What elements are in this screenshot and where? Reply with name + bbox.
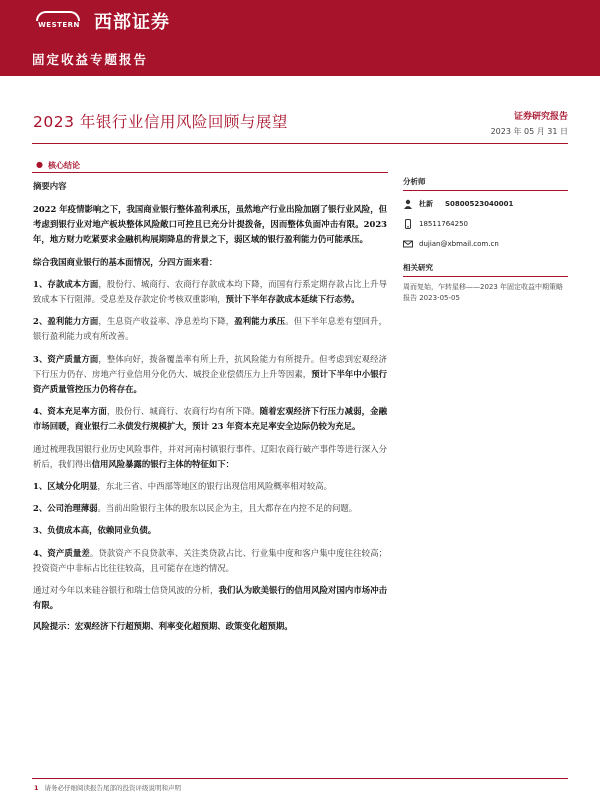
paragraph — [33, 314, 387, 344]
paragraph — [33, 255, 387, 270]
logo-mark — [32, 10, 86, 32]
analyst-phone: 18511764250 — [419, 220, 468, 228]
company-logo — [32, 8, 170, 34]
analyst-heading: 分析师 — [403, 176, 568, 191]
paragraph — [33, 546, 387, 576]
securities-label: 证券研究报告 — [513, 112, 568, 122]
text-run: 2、公司治理薄弱 — [33, 503, 98, 514]
paragraph — [33, 583, 387, 613]
text-run: 盈利能力承压 — [234, 316, 286, 327]
text-run: 1、存款成本方面 — [33, 278, 99, 289]
text-run: ，整体向好，拨备覆盖率有所上升，抗风险能力有所提升。但考虑到宏观经济下行压力仍存、房地产行业信用分化仍大、城投企业偿债压力上升等因素， — [33, 353, 387, 379]
report-header — [0, 0, 600, 76]
logo-en: WESTERN — [38, 21, 80, 29]
analyst-email[interactable]: dujian@xbmail.com.cn — [419, 240, 499, 248]
person-icon — [403, 199, 413, 209]
related-report-link[interactable]: 周而复始，乍转星移——2023 年固定收益中期策略报告 2023-05-05 — [403, 283, 564, 302]
text-run: ，股份行、城商行、农商行均有所下降。 — [106, 406, 260, 417]
text-run: ，生息资产收益率、净息差均下降， — [98, 316, 235, 327]
text-run: 信用风险暴露的银行主体的特征如下： — [91, 458, 234, 469]
text-run: 。贷款资产不良贷款率、关注类贷款占比、行业集中度和客户集中度往往较高；投资资产中非标占比往往较高，且可能存在违约情况。 — [33, 547, 388, 573]
analyst-name-row — [403, 194, 568, 214]
core-label: 核心结论 — [48, 161, 80, 170]
main-content — [33, 180, 387, 632]
sidebar — [403, 176, 568, 304]
divider — [32, 143, 568, 144]
text-run: 我们认为欧美银行的信用风险对国内市场冲击有限。 — [33, 585, 388, 611]
text-run: 随着宏观经济下行压力减弱，金融市场回暖，商业银行二永债发行规模扩大，预计 23 年资本充足率安全边际仍较为充足。 — [33, 406, 388, 432]
text-run: 3、负债成本高，依赖同业负债。 — [33, 525, 157, 536]
report-date: 2023 年 05 月 31 日 — [490, 127, 568, 136]
summary-heading: 摘要内容 — [33, 181, 67, 191]
text-run: 4、资产质量差 — [33, 547, 90, 558]
text-run: 。但下半年息差有望回升，银行盈利能力或有所改善。 — [33, 316, 388, 342]
text-run: 4、资本充足率方面 — [33, 406, 107, 417]
divider — [32, 172, 388, 173]
paragraph — [33, 202, 387, 248]
text-run: 预计下半年中小银行资产质量管控压力仍将存在。 — [33, 368, 388, 395]
analyst-cert: S0800523040001 — [445, 200, 514, 208]
text-run: 。当前出险银行主体的股东以民企为主，且大都存在内控不足的问题。 — [97, 503, 358, 514]
phone-icon — [403, 219, 413, 229]
text-run: 综合我国商业银行的基本面情况，分四方面来看： — [33, 256, 218, 267]
report-title: 2023 年银行业信用风险回顾与展望 — [33, 113, 288, 131]
text-run: 通过梳理我国银行业历史风险事件，并对河南村镇银行事件、辽阳农商行破产事件等进行深入分析后，我们得出 — [33, 443, 387, 469]
text-run: ，东北三省、中西部等地区的银行出现信用风险概率相对较高。 — [97, 481, 332, 492]
risk-warning: 风险提示：宏观经济下行超预期、利率变化超预期、政策变化超预期。 — [33, 621, 293, 632]
report-type: 固定收益专题报告 — [32, 52, 149, 67]
text-run: 2、盈利能力方面 — [33, 316, 99, 327]
text-run: ，股份行、城商行、农商行存款成本均下降，而国有行系定期存款占比上升导致成本下行阻滞。受息差及存款定价考核双重影响， — [33, 278, 387, 305]
text-run: 2022 年疫情影响之下，我国商业银行整体盈利承压，虽然地产行业出险加剧了银行业风险，但考虑到银行业对地产板块整体风险敞口可控且已充分计提拨备，因而整体负面冲击有限。2023 年，地方财力吃紧要求金融机构展期降息的背景之下，弱区域的银行盈利能力仍可能承压。 — [33, 204, 387, 245]
text-run: 预计下半年存款成本延续下行态势。 — [225, 294, 360, 305]
text-run: 3、资产质量方面 — [33, 353, 99, 364]
paragraph — [33, 501, 387, 516]
disclaimer: 请务必仔细阅读报告尾部的投资评级说明和声明 — [44, 784, 182, 792]
paragraph — [33, 479, 387, 494]
related-heading: 相关研究 — [403, 262, 568, 277]
page-number: 1 — [34, 784, 39, 792]
paragraph — [33, 277, 387, 307]
paragraph — [33, 352, 387, 398]
bullet-icon: ● — [36, 160, 43, 169]
footer-divider — [32, 778, 568, 779]
paragraph — [33, 523, 387, 538]
paragraph — [33, 442, 387, 472]
text-run: 通过对今年以来硅谷银行和瑞士信贷风波的分析， — [33, 585, 219, 596]
text-run: 1、区域分化明显 — [33, 481, 98, 492]
analyst-email-row[interactable] — [403, 234, 568, 254]
mail-icon — [403, 239, 413, 249]
paragraph-list — [33, 202, 387, 613]
analyst-phone-row — [403, 214, 568, 234]
paragraph — [33, 404, 387, 434]
logo-cn: 西部证券 — [94, 12, 170, 33]
footer — [34, 783, 181, 792]
analyst-name: 杜新 — [419, 200, 433, 208]
